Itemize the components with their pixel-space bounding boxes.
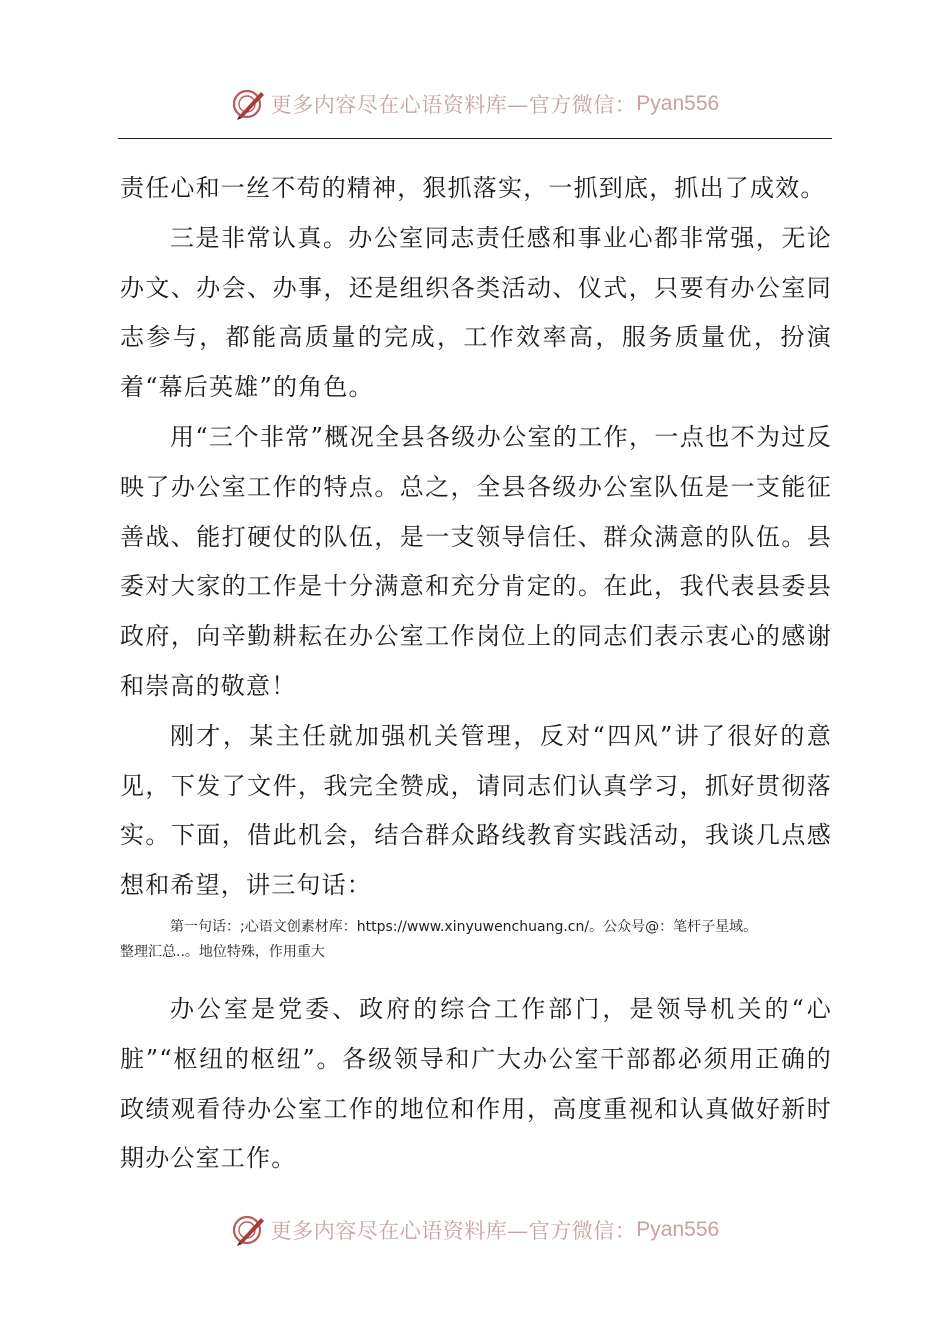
header-banner-text: 更多内容尽在心语资料库—官方微信： — [270, 93, 637, 117]
paragraph: 用“三个非常”概况全县各级办公室的工作，一点也不为过反映了办公室工作的特点。总之，全县各级办公室队伍是一支能征善战、能打硬仗的队伍，是一支领导信任、群众满意的队伍。县委对大家的工作是十分满意和充分肯定的。在此，我代表县委县政府，向辛勤耕耘在办公室工作岗位上的同志们表示衷心的感谢和崇高的敬意！ — [120, 422, 832, 700]
source-note-line: 第一句话：;心语文创素材库：https://www.xinyuwenchuang.cn/。公众号@：笔杆子星域。 — [170, 918, 758, 935]
footer-banner — [0, 1210, 950, 1250]
header-divider — [118, 138, 832, 139]
pen-logo-icon — [231, 1212, 267, 1248]
paragraph: 责任心和一丝不苟的精神，狠抓落实，一抓到底，抓出了成效。 — [120, 174, 826, 202]
source-note-line: 整理汇总..。地位特殊，作用重大 — [120, 943, 325, 960]
pen-logo-icon — [231, 86, 267, 122]
footer-banner-text: 更多内容尽在心语资料库—官方微信： — [270, 1219, 637, 1243]
footer-banner-id: Pyan556 — [636, 1218, 720, 1241]
paragraph: 办公室是党委、政府的综合工作部门，是领导机关的“心脏”“枢纽的枢纽”。各级领导和广大办公室干部都必须用正确的政绩观看待办公室工作的地位和作用，高度重视和认真做好新时期办公室工作。 — [120, 994, 832, 1173]
paragraph: 刚才，某主任就加强机关管理，反对“四风”讲了很好的意见，下发了文件，我完全赞成，请同志们认真学习，抓好贯彻落实。下面，借此机会，结合群众路线教育实践活动，我谈几点感想和希望，讲三句话： — [120, 721, 832, 900]
header-banner — [0, 84, 950, 124]
document-body — [120, 164, 832, 1184]
source-note — [120, 915, 832, 965]
header-banner-id: Pyan556 — [636, 92, 720, 115]
paragraph: 三是非常认真。办公室同志责任感和事业心都非常强，无论办文、办会、办事，还是组织各类活动、仪式，只要有办公室同志参与，都能高质量的完成，工作效率高，服务质量优，扮演着“幕后英雄”的角色。 — [120, 223, 832, 402]
